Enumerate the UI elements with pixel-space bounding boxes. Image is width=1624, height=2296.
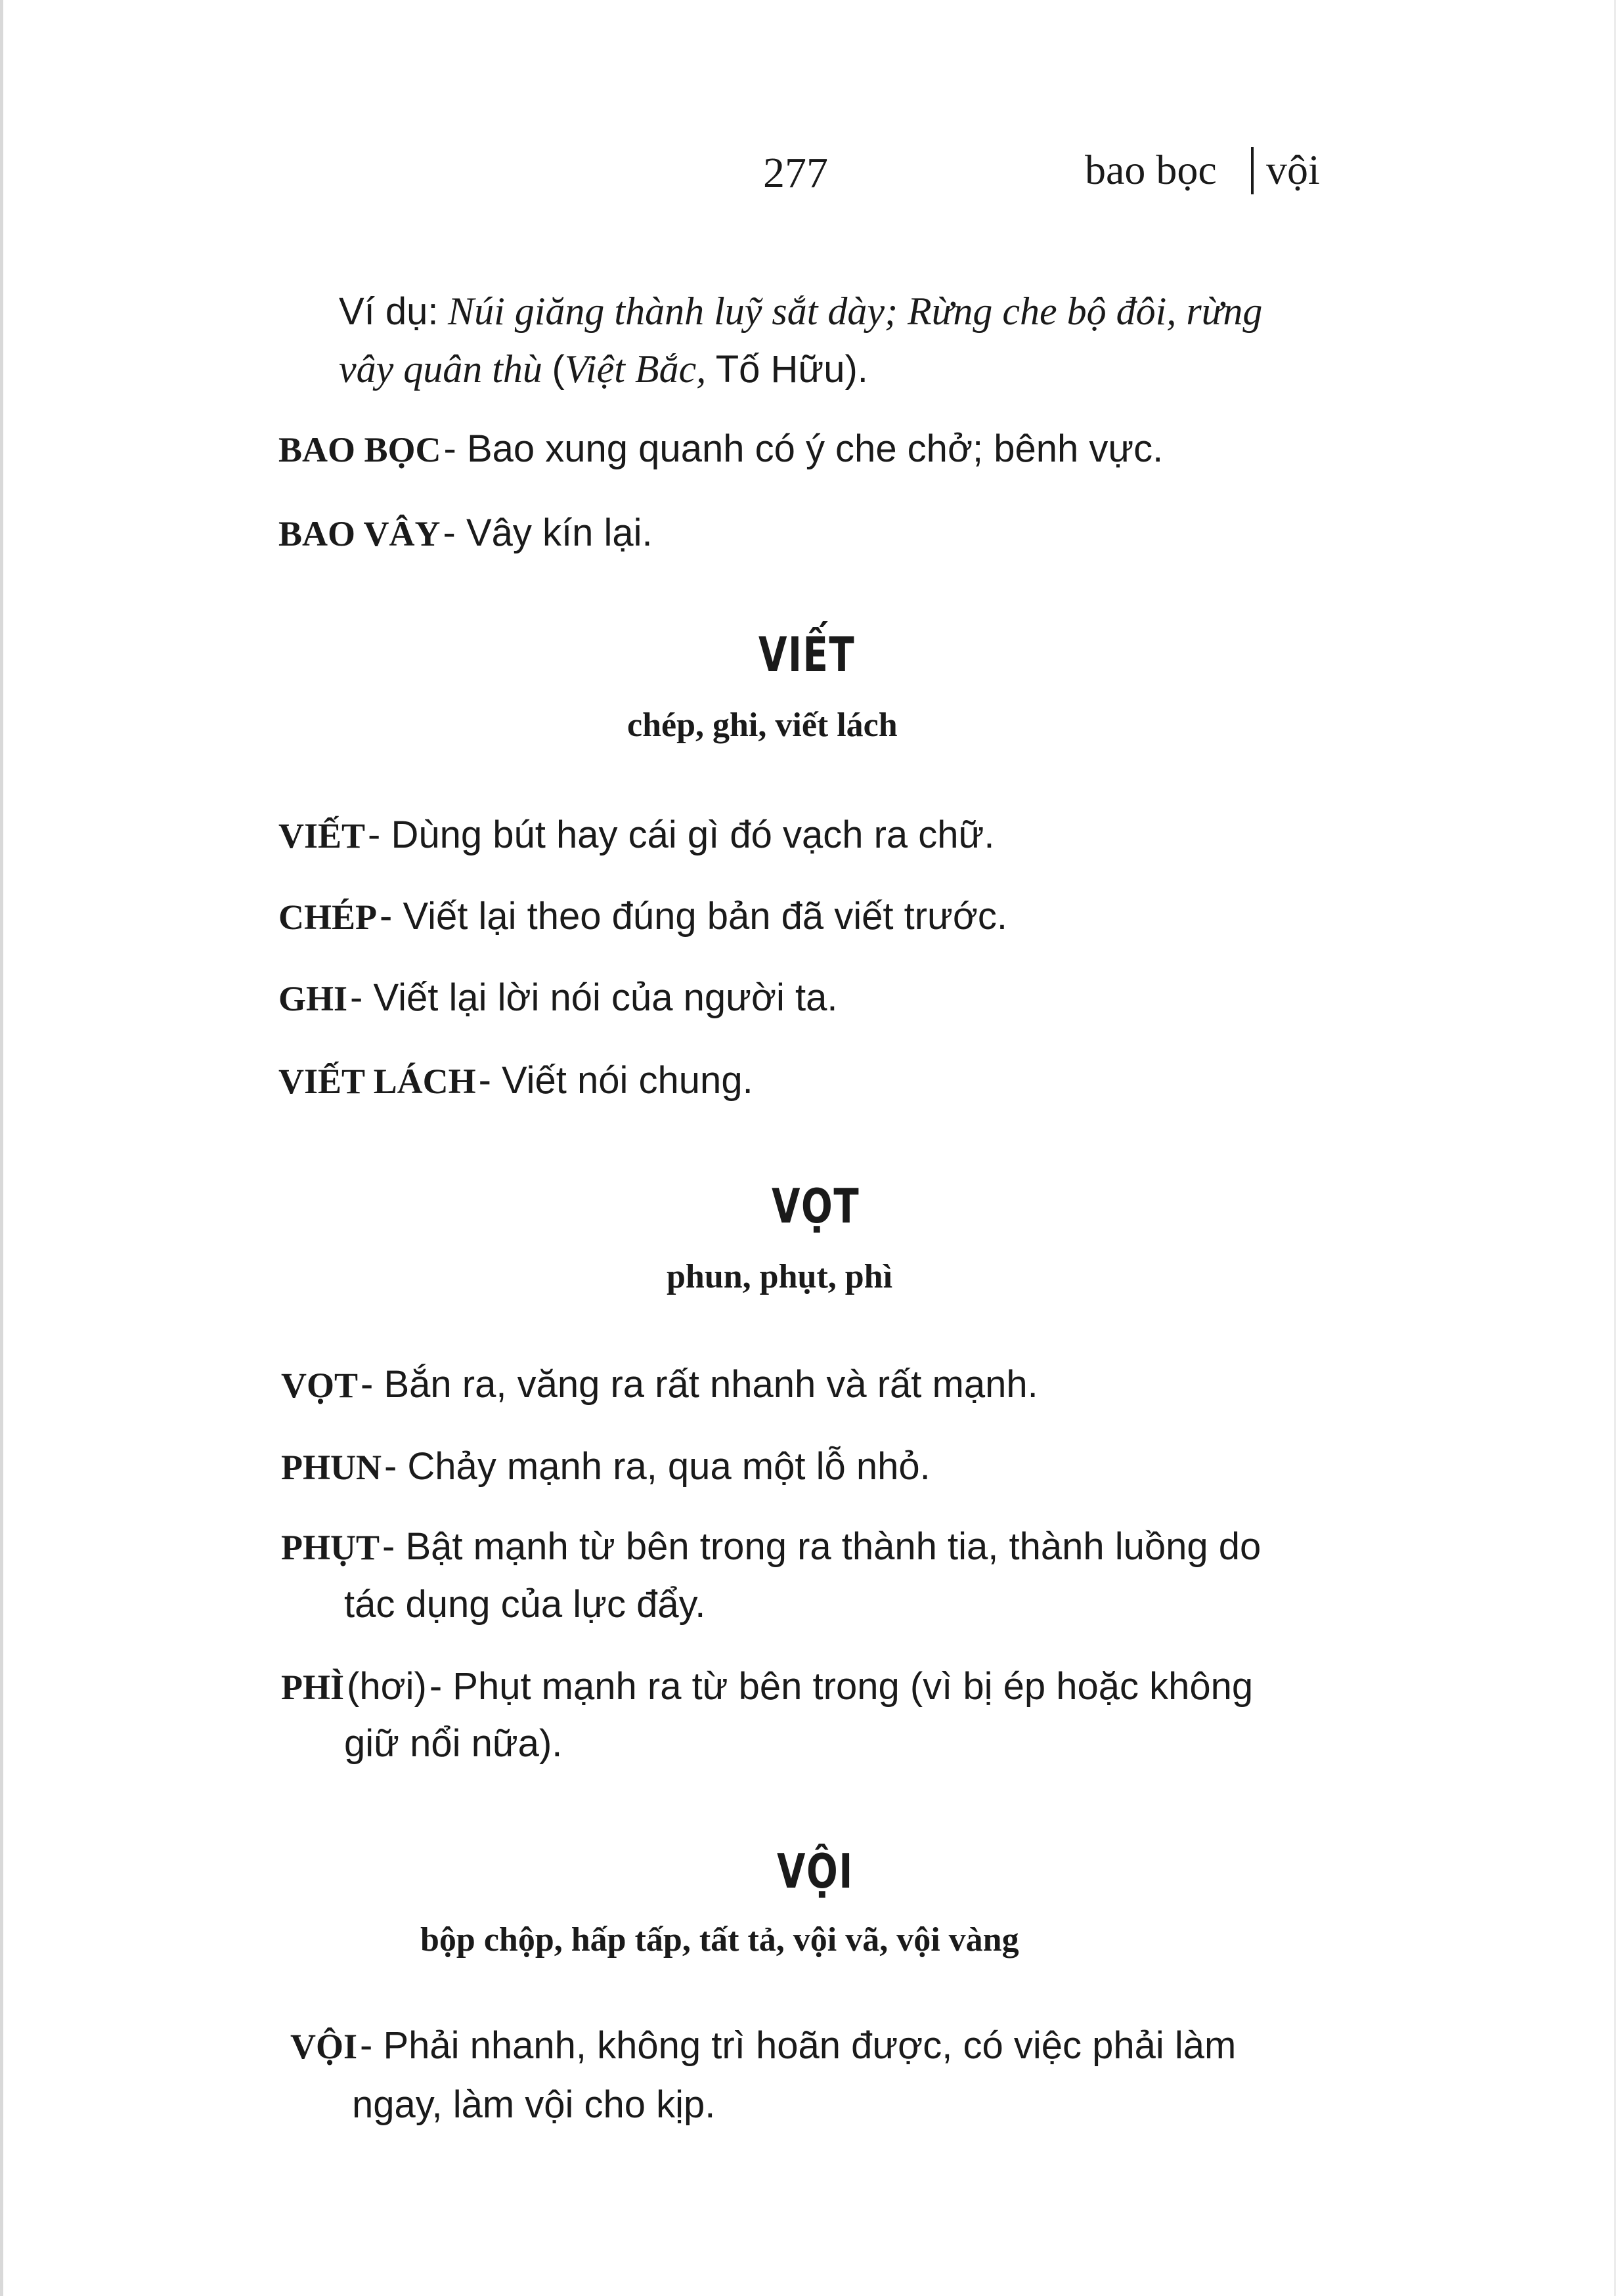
entry-vot [281,1362,1038,1406]
entry-term: VỌT [281,1366,359,1405]
example-label: Ví dụ: [339,290,439,333]
entry-term: PHÌ [281,1668,345,1707]
entry-definition: - Bao xung quanh có ý che chở; bênh vực. [443,427,1164,470]
entry-viet-lach [278,1058,753,1102]
entry-definition: - Vây kín lại. [443,511,653,554]
example-source-title: Việt Bắc, [564,347,707,391]
entry-term: VỘI [290,2027,358,2066]
synonyms-viet: chép, ghi, viết lách [627,706,898,744]
entry-phun [281,1444,931,1488]
entry-ghi [278,976,838,1020]
page-right-edge [1614,0,1616,2296]
guide-word-last: vội [1266,146,1320,193]
entry-phi [281,1664,1253,1708]
entry-definition: - Viết lại lời nói của người ta. [350,976,838,1019]
entry-definition: - Chảy mạnh ra, qua một lỗ nhỏ. [384,1445,931,1488]
entry-definition: - Viết lại theo đúng bản đã viết trước. [380,895,1008,938]
entry-voi [290,2024,1236,2068]
entry-chep [278,894,1007,938]
page-number: 277 [763,149,828,197]
entry-bao-vay [278,511,653,555]
entry-phut [281,1525,1261,1569]
entry-definition: - Dùng bút hay cái gì đó vạch ra chữ. [368,813,995,856]
entry-definition: - Bắn ra, văng ra rất nhanh và rất mạnh. [361,1363,1038,1406]
header-separator [1251,147,1254,194]
example-line-1 [339,289,1262,334]
headword-vot: VỌT [772,1179,860,1234]
synonyms-voi: bộp chộp, hấp tấp, tất tả, vội vã, vội vàng [420,1921,1019,1959]
entry-term: BAO VÂY [278,514,441,553]
entry-definition: - Bật mạnh từ bên trong ra thành tia, thành luồng do [382,1525,1262,1568]
entry-definition: - Viết nói chung. [478,1059,753,1102]
entry-phi-continuation: giữ nổi nữa). [344,1722,563,1765]
entry-voi-continuation: ngay, làm vội cho kịp. [352,2083,716,2126]
entry-bao-boc [278,427,1163,471]
example-quote-line-2: vây quân thù [339,347,542,391]
example-quote-line-1: Núi giăng thành luỹ sắt dày; Rừng che bộ đôi, rừng [448,290,1263,333]
entry-term: VIẾT LÁCH [278,1062,476,1101]
guide-word-first: bao bọc [1085,146,1217,193]
entry-definition: - Phụt mạnh ra từ bên trong (vì bị ép hoặc không [429,1665,1254,1708]
example-line-2 [339,347,868,392]
example-paren: ( [552,348,565,391]
example-source-author: Tố Hữu). [715,348,868,391]
entry-term: CHÉP [278,898,378,937]
headword-voi: VỘI [777,1844,854,1899]
entry-viet [278,813,995,857]
entry-phut-continuation: tác dụng của lực đẩy. [344,1583,706,1626]
page-left-edge [0,0,3,2296]
entry-definition: - Phải nhanh, không trì hoãn được, có việc phải làm [360,2024,1237,2067]
entry-term: BAO BỌC [278,430,441,469]
entry-term: PHỤT [281,1528,380,1567]
entry-term: GHI [278,979,348,1018]
headword-viet: VIẾT [758,627,856,682]
entry-term: PHUN [281,1448,382,1487]
entry-note: (hơi) [347,1665,427,1708]
synonyms-vot: phun, phụt, phì [667,1258,893,1295]
entry-term: VIẾT [278,816,366,856]
